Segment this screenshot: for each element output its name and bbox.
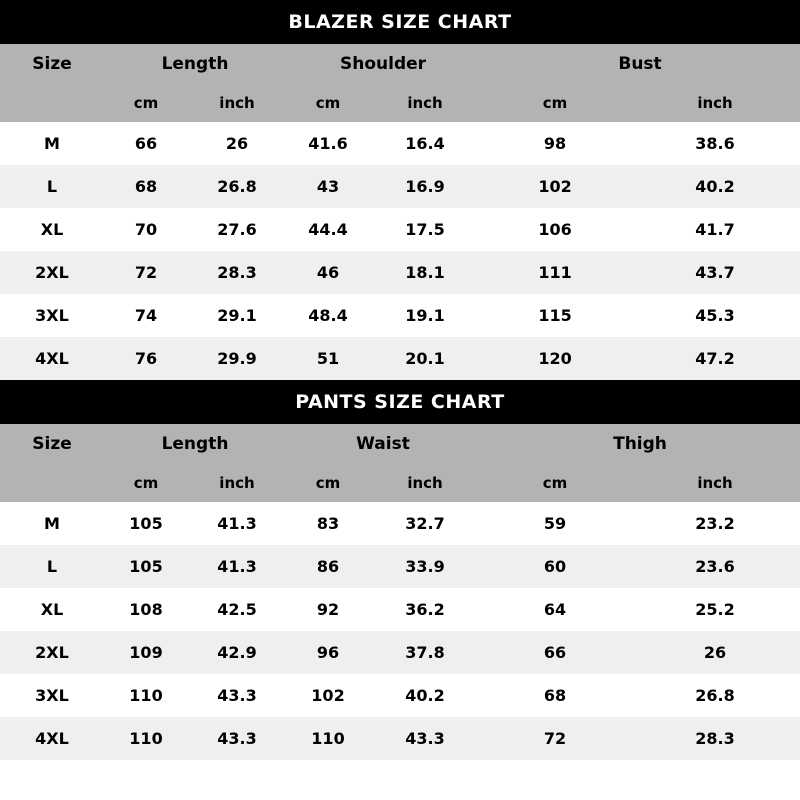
pants-table	[0, 424, 800, 760]
blazer-unit-bust-inch: inch	[697, 94, 733, 112]
cell-thigh-inch: 26.8	[695, 686, 735, 705]
blazer-table	[0, 44, 800, 380]
pants-unit-blank	[0, 464, 104, 502]
pants-group-header-row	[0, 424, 800, 464]
cell-length-inch: 43.3	[217, 686, 257, 705]
pants-header-thigh: Thigh	[613, 434, 667, 454]
row-size: L	[46, 177, 58, 196]
cell-length-cm: 70	[134, 220, 158, 239]
cell-shoulder-inch: 16.4	[405, 134, 445, 153]
cell-waist-cm: 102	[311, 686, 345, 705]
pants-unit-waist-inch: inch	[407, 474, 443, 492]
cell-waist-inch: 37.8	[405, 643, 445, 662]
table-row	[0, 294, 800, 337]
table-row	[0, 631, 800, 674]
row-size: 4XL	[35, 729, 69, 748]
table-row	[0, 717, 800, 760]
blazer-header-size: Size	[32, 54, 72, 74]
pants-header-length: Length	[161, 434, 229, 454]
blazer-unit-header-row	[0, 84, 800, 122]
blazer-unit-blank	[0, 84, 104, 122]
table-row	[0, 502, 800, 545]
table-row	[0, 208, 800, 251]
cell-thigh-inch: 28.3	[695, 729, 735, 748]
cell-length-cm: 74	[134, 306, 158, 325]
cell-thigh-cm: 60	[543, 557, 567, 576]
row-size: XL	[40, 220, 64, 239]
table-row	[0, 122, 800, 165]
cell-bust-inch: 41.7	[695, 220, 735, 239]
pants-header-waist: Waist	[356, 434, 410, 454]
cell-shoulder-inch: 16.9	[405, 177, 445, 196]
blazer-group-header-row	[0, 44, 800, 84]
cell-bust-inch: 45.3	[695, 306, 735, 325]
table-row	[0, 588, 800, 631]
cell-length-inch: 42.9	[217, 643, 257, 662]
row-size: 2XL	[35, 643, 69, 662]
cell-shoulder-inch: 17.5	[405, 220, 445, 239]
cell-waist-cm: 86	[316, 557, 340, 576]
cell-waist-inch: 43.3	[405, 729, 445, 748]
cell-shoulder-cm: 48.4	[308, 306, 348, 325]
cell-shoulder-inch: 20.1	[405, 349, 445, 368]
cell-waist-cm: 92	[316, 600, 340, 619]
cell-length-cm: 76	[134, 349, 158, 368]
cell-waist-cm: 110	[311, 729, 345, 748]
cell-bust-cm: 120	[538, 349, 572, 368]
cell-thigh-inch: 23.2	[695, 514, 735, 533]
blazer-size-chart	[0, 0, 800, 380]
table-row	[0, 545, 800, 588]
cell-thigh-inch: 26	[703, 643, 727, 662]
row-size: L	[46, 557, 58, 576]
cell-bust-cm: 111	[538, 263, 572, 282]
pants-unit-length-inch: inch	[219, 474, 255, 492]
blazer-unit-bust-cm: cm	[542, 94, 568, 112]
cell-length-inch: 41.3	[217, 514, 257, 533]
row-size: XL	[40, 600, 64, 619]
cell-length-inch: 42.5	[217, 600, 257, 619]
blazer-chart-title: BLAZER SIZE CHART	[0, 0, 800, 44]
pants-unit-thigh-cm: cm	[542, 474, 568, 492]
cell-length-inch: 29.9	[217, 349, 257, 368]
cell-shoulder-cm: 41.6	[308, 134, 348, 153]
row-size: M	[44, 514, 60, 533]
cell-length-inch: 27.6	[217, 220, 257, 239]
cell-thigh-cm: 72	[543, 729, 567, 748]
pants-chart-title: PANTS SIZE CHART	[0, 380, 800, 424]
table-row	[0, 251, 800, 294]
cell-bust-inch: 38.6	[695, 134, 735, 153]
cell-waist-cm: 83	[316, 514, 340, 533]
blazer-unit-shoulder-inch: inch	[407, 94, 443, 112]
blazer-header-length: Length	[161, 54, 229, 74]
cell-shoulder-inch: 18.1	[405, 263, 445, 282]
cell-waist-inch: 32.7	[405, 514, 445, 533]
blazer-unit-length-cm: cm	[133, 94, 159, 112]
cell-shoulder-cm: 46	[316, 263, 340, 282]
cell-length-cm: 109	[129, 643, 163, 662]
cell-bust-cm: 115	[538, 306, 572, 325]
cell-length-inch: 29.1	[217, 306, 257, 325]
row-size: 4XL	[35, 349, 69, 368]
cell-bust-cm: 98	[543, 134, 567, 153]
cell-length-inch: 28.3	[217, 263, 257, 282]
cell-length-inch: 41.3	[217, 557, 257, 576]
cell-bust-inch: 43.7	[695, 263, 735, 282]
blazer-unit-length-inch: inch	[219, 94, 255, 112]
cell-length-cm: 108	[129, 600, 163, 619]
blazer-header-shoulder: Shoulder	[339, 54, 427, 74]
cell-length-cm: 68	[134, 177, 158, 196]
table-row	[0, 674, 800, 717]
cell-thigh-inch: 25.2	[695, 600, 735, 619]
pants-unit-header-row	[0, 464, 800, 502]
cell-waist-inch: 33.9	[405, 557, 445, 576]
pants-unit-length-cm: cm	[133, 474, 159, 492]
row-size: M	[44, 134, 60, 153]
cell-length-cm: 110	[129, 729, 163, 748]
table-row	[0, 165, 800, 208]
cell-thigh-cm: 64	[543, 600, 567, 619]
cell-shoulder-cm: 44.4	[308, 220, 348, 239]
cell-waist-cm: 96	[316, 643, 340, 662]
cell-length-cm: 105	[129, 514, 163, 533]
cell-bust-cm: 106	[538, 220, 572, 239]
cell-length-cm: 110	[129, 686, 163, 705]
pants-header-size: Size	[32, 434, 72, 454]
cell-thigh-inch: 23.6	[695, 557, 735, 576]
table-row	[0, 337, 800, 380]
cell-bust-inch: 47.2	[695, 349, 735, 368]
cell-shoulder-cm: 43	[316, 177, 340, 196]
cell-length-cm: 66	[134, 134, 158, 153]
row-size: 2XL	[35, 263, 69, 282]
cell-waist-inch: 40.2	[405, 686, 445, 705]
cell-length-inch: 26.8	[217, 177, 257, 196]
cell-length-inch: 43.3	[217, 729, 257, 748]
cell-bust-inch: 40.2	[695, 177, 735, 196]
pants-size-chart	[0, 380, 800, 760]
pants-unit-waist-cm: cm	[315, 474, 341, 492]
cell-length-cm: 72	[134, 263, 158, 282]
cell-length-inch: 26	[225, 134, 249, 153]
blazer-header-bust: Bust	[618, 54, 662, 74]
cell-shoulder-cm: 51	[316, 349, 340, 368]
pants-unit-thigh-inch: inch	[697, 474, 733, 492]
cell-bust-cm: 102	[538, 177, 572, 196]
blazer-unit-shoulder-cm: cm	[315, 94, 341, 112]
cell-length-cm: 105	[129, 557, 163, 576]
cell-thigh-cm: 68	[543, 686, 567, 705]
cell-shoulder-inch: 19.1	[405, 306, 445, 325]
cell-thigh-cm: 66	[543, 643, 567, 662]
row-size: 3XL	[35, 306, 69, 325]
cell-waist-inch: 36.2	[405, 600, 445, 619]
row-size: 3XL	[35, 686, 69, 705]
cell-thigh-cm: 59	[543, 514, 567, 533]
